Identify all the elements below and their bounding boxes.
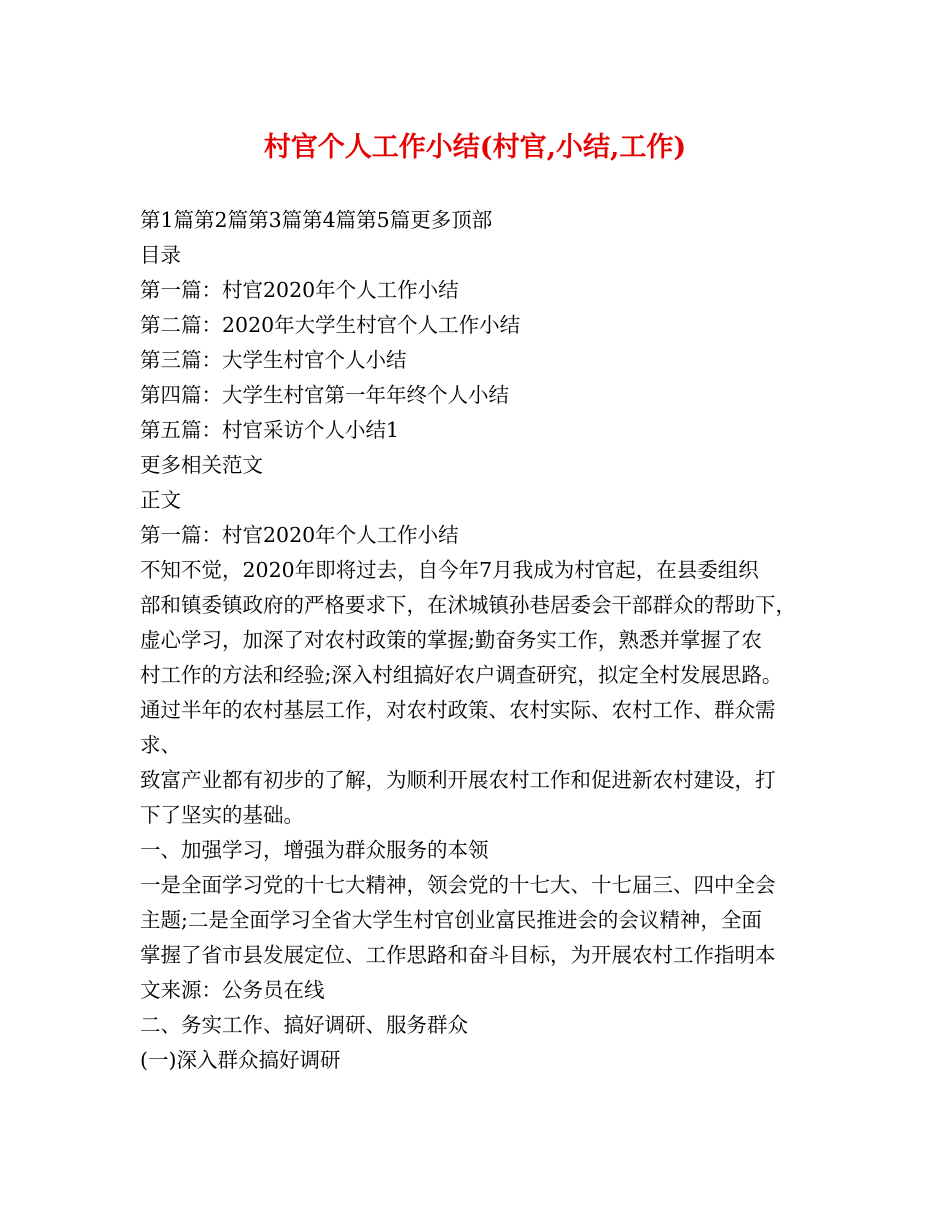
subsection-heading: (一)深入群众搞好调研 — [140, 1048, 341, 1072]
section-heading: 二、务实工作、搞好调研、服务群众 — [140, 1013, 468, 1037]
paragraph-line: 下了坚实的基础。 — [140, 803, 304, 827]
paragraph-line: 通过半年的农村基层工作，对农村政策、农村实际、农村工作、群众需 — [140, 698, 776, 722]
document-body — [140, 203, 815, 1078]
paragraph-line: 部和镇委镇政府的严格要求下，在沭城镇孙巷居委会干部群众的帮助下， — [140, 593, 796, 617]
toc-item: 第三篇：大学生村官个人小结 — [140, 348, 407, 372]
article-heading: 第一篇：村官2020年个人工作小结 — [140, 523, 459, 547]
paragraph-line: 致富产业都有初步的了解，为顺利开展农村工作和促进新农村建设，打 — [140, 768, 776, 792]
toc-item: 第四篇：大学生村官第一年年终个人小结 — [140, 383, 509, 407]
paragraph-line: 村工作的方法和经验;深入村组搞好农户调查研究，拟定全村发展思路。 — [140, 663, 783, 687]
document-title: 村官个人工作小结(村官,小结,工作) — [263, 132, 687, 163]
toc-item: 第二篇：2020年大学生村官个人工作小结 — [140, 313, 521, 337]
toc-heading: 目录 — [140, 243, 181, 267]
paragraph-line: 不知不觉，2020年即将过去，自今年7月我成为村官起，在县委组织 — [140, 558, 759, 582]
paragraph-line: 虚心学习，加深了对农村政策的掌握;勤奋务实工作，熟悉并掌握了农 — [140, 628, 762, 652]
more-related-heading: 更多相关范文 — [140, 453, 263, 477]
paragraph-line: 主题;二是全面学习全省大学生村官创业富民推进会的会议精神，全面 — [140, 908, 762, 932]
paragraph-line: 求、 — [140, 733, 181, 757]
paragraph-line: 一是全面学习党的十七大精神，领会党的十七大、十七届三、四中全会 — [140, 873, 776, 897]
source-line: 文来源：公务员在线 — [140, 978, 325, 1002]
section-heading: 一、加强学习，增强为群众服务的本领 — [140, 838, 489, 862]
toc-item: 第五篇：村官采访个人小结1 — [140, 418, 400, 442]
page-nav-line: 第1篇第2篇第3篇第4篇第5篇更多顶部 — [140, 208, 493, 232]
body-heading: 正文 — [140, 488, 181, 512]
toc-item: 第一篇：村官2020年个人工作小结 — [140, 278, 459, 302]
paragraph-line: 掌握了省市县发展定位、工作思路和奋斗目标，为开展农村工作指明本 — [140, 943, 776, 967]
